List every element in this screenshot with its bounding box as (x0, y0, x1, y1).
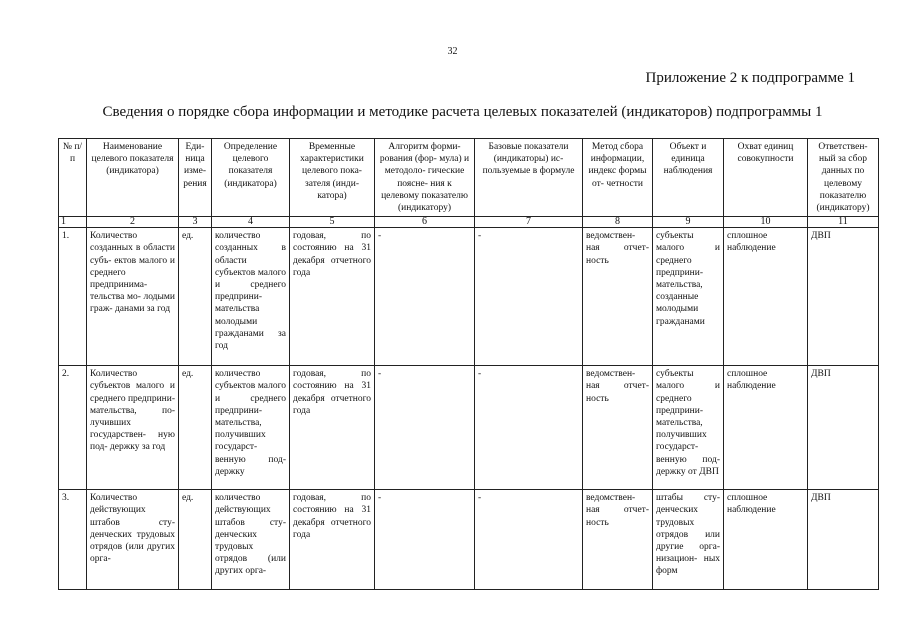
observation-object-cell: субъекты малого и среднего предприни- мательства, созданные молодыми гражданами (653, 228, 724, 366)
responsible-cell: ДВП (808, 228, 879, 366)
collection-method-cell: ведомствен- ная отчет- ность (583, 228, 653, 366)
definition-cell: количество созданных в области субъектов малого и среднего предприни- мательства молодыми гражданами за год (212, 228, 290, 366)
column-number: 9 (653, 217, 724, 228)
column-number: 7 (475, 217, 583, 228)
header-cell-time-characteristics: Временные характеристики целевого пока- зателя (инди- катора) (290, 139, 375, 217)
row-index: 2. (59, 366, 87, 490)
table-row (59, 228, 879, 366)
page-number: 32 (447, 46, 458, 57)
responsible-cell: ДВП (808, 490, 879, 590)
responsible-cell: ДВП (808, 366, 879, 490)
table-row (59, 366, 879, 490)
header-cell-responsible: Ответствен- ный за сбор данных по целевому показателю (индикатору) (808, 139, 879, 217)
indicator-name-cell: Количество созданных в области субъ- ектов малого и среднего предпринима- тельства мо- лодыми граж- данами за год (87, 228, 179, 366)
column-number: 2 (87, 217, 179, 228)
header-cell-observation-object: Объект и единица наблюдения (653, 139, 724, 217)
header-cell-unit: Еди- ница изме- рения (179, 139, 212, 217)
observation-object-cell: субъекты малого и среднего предприни- мательства, получивших государст- венную под- держку от ДВП (653, 366, 724, 490)
column-number: 8 (583, 217, 653, 228)
definition-cell: количество субъектов малого и среднего предприни- мательства, получивших государст- венную под- держку (212, 366, 290, 490)
column-number: 3 (179, 217, 212, 228)
column-number-row (59, 217, 879, 228)
column-number: 5 (290, 217, 375, 228)
header-cell-index: № п/п (59, 139, 87, 217)
table-header-row (59, 139, 879, 217)
definition-cell: количество действующих штабов сту- денческих трудовых отрядов (или других орга- (212, 490, 290, 590)
column-number: 1 (59, 217, 87, 228)
document-title: Сведения о порядке сбора информации и методике расчета целевых показателей (индикаторов) подпрограммы 1 (102, 104, 823, 120)
time-characteristics-cell: годовая, по состоянию на 31 декабря отчетного года (290, 490, 375, 590)
coverage-cell: сплошное наблюдение (724, 228, 808, 366)
unit-cell: ед. (179, 490, 212, 590)
column-number: 6 (375, 217, 475, 228)
base-indicators-cell: - (475, 366, 583, 490)
observation-object-cell: штабы сту- денческих трудовых отрядов или другие орга- низацион- ных форм (653, 490, 724, 590)
unit-cell: ед. (179, 366, 212, 490)
indicator-name-cell: Количество субъектов малого и среднего предприни- мательства, по- лучивших государствен- ную под- держку за год (87, 366, 179, 490)
column-number: 10 (724, 217, 808, 228)
header-cell-collection-method: Метод сбора информации, индекс формы от- четности (583, 139, 653, 217)
column-number: 4 (212, 217, 290, 228)
header-cell-definition: Определение целевого показателя (индикатора) (212, 139, 290, 217)
header-cell-algorithm: Алгоритм форми- рования (фор- мула) и методоло- гические поясне- ния к целевому показателю (индикатору) (375, 139, 475, 217)
coverage-cell: сплошное наблюдение (724, 490, 808, 590)
time-characteristics-cell: годовая, по состоянию на 31 декабря отчетного года (290, 366, 375, 490)
algorithm-cell: - (375, 228, 475, 366)
algorithm-cell: - (375, 366, 475, 490)
indicators-table (58, 138, 879, 590)
appendix-title: Приложение 2 к подпрограмме 1 (645, 70, 855, 86)
row-index: 3. (59, 490, 87, 590)
coverage-cell: сплошное наблюдение (724, 366, 808, 490)
base-indicators-cell: - (475, 490, 583, 590)
header-cell-indicator-name: Наименование целевого показателя (индикатора) (87, 139, 179, 217)
table-row (59, 490, 879, 590)
base-indicators-cell: - (475, 228, 583, 366)
collection-method-cell: ведомствен- ная отчет- ность (583, 490, 653, 590)
algorithm-cell: - (375, 490, 475, 590)
header-cell-base-indicators: Базовые показатели (индикаторы) ис- пользуемые в формуле (475, 139, 583, 217)
unit-cell: ед. (179, 228, 212, 366)
indicator-name-cell: Количество действующих штабов сту- денческих трудовых отрядов (или других орга- (87, 490, 179, 590)
time-characteristics-cell: годовая, по состоянию на 31 декабря отчетного года (290, 228, 375, 366)
header-cell-coverage: Охват единиц совокупности (724, 139, 808, 217)
row-index: 1. (59, 228, 87, 366)
collection-method-cell: ведомствен- ная отчет- ность (583, 366, 653, 490)
column-number: 11 (808, 217, 879, 228)
